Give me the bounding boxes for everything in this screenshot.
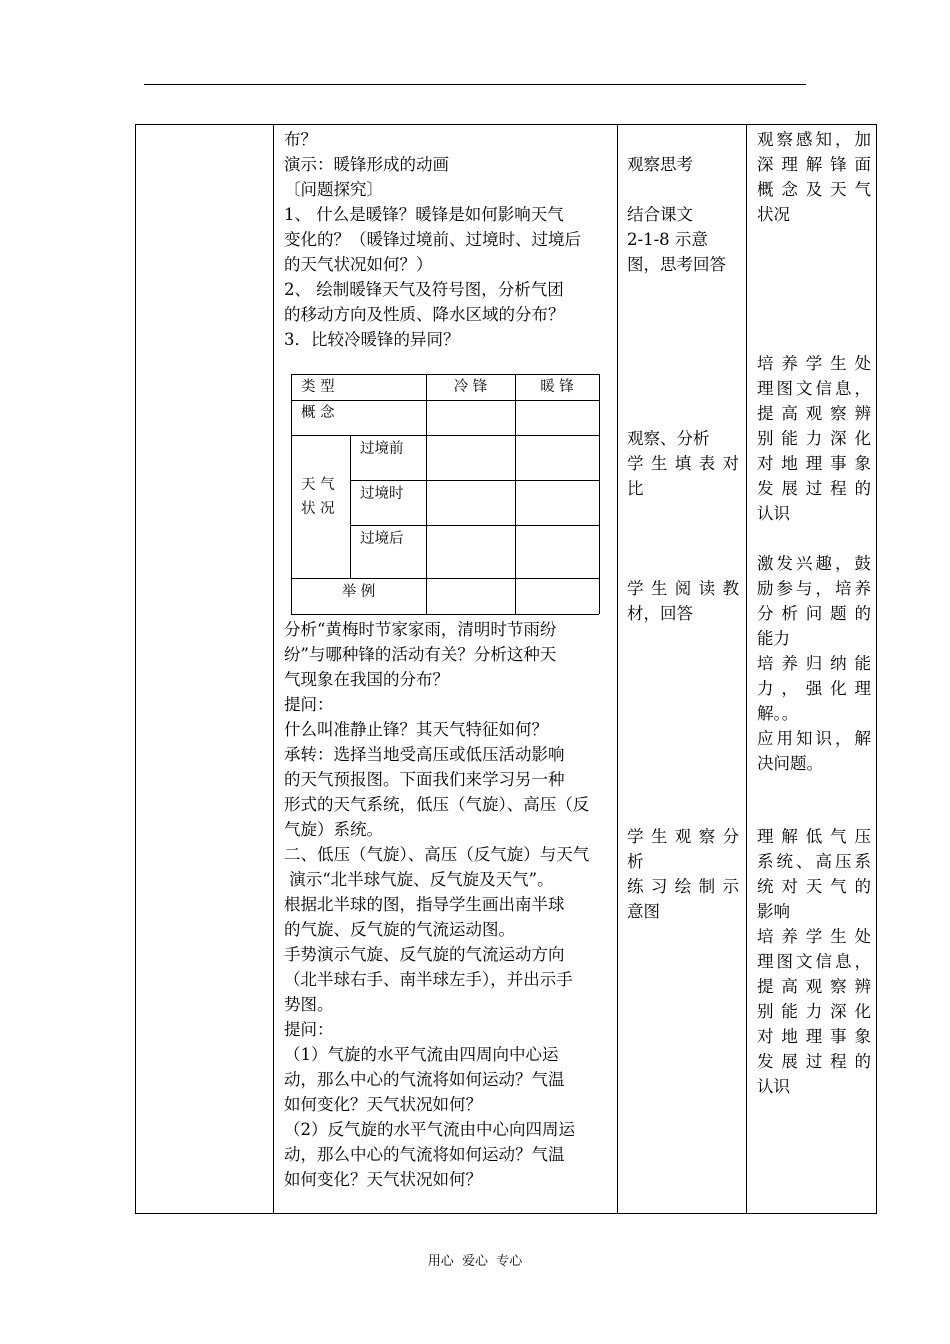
text-line: 〔问题探究〕 [284, 180, 383, 199]
header-type: 类 型 [301, 379, 335, 395]
text-line: 提问： [284, 695, 334, 714]
student-activity-5 [627, 824, 739, 924]
text-line: 观察感知，加 [757, 130, 871, 149]
text-line: 析 [627, 852, 644, 871]
teaching-content-top [284, 127, 616, 352]
text-line: 演示：暖锋形成的动画 [284, 155, 449, 174]
text-line: 系统、高压系 [757, 852, 871, 871]
text-line: 提高观察辨 [757, 404, 871, 423]
text-line: 二、低压（气旋）、高压（反气旋）与天气 [284, 845, 590, 864]
text-line: 认识 [757, 504, 790, 523]
text-line: 学生填表对 [627, 454, 739, 473]
text-line: 2-1-8 示意 [627, 230, 708, 249]
row-during: 过境时 [360, 486, 404, 502]
text-line: （1）气旋的水平气流由四周向中心运 [284, 1045, 559, 1064]
text-line: 培养归纳能 [757, 654, 871, 673]
text-line: 激发兴趣，鼓 [757, 554, 871, 573]
text-line: 2、 绘制暖锋天气及符号图，分析气团 [284, 280, 564, 299]
text-line: 如何变化？天气状况如何？ [284, 1170, 482, 1189]
text-line: 观察思考 [627, 155, 693, 174]
text-line: 气旋）系统。 [284, 820, 383, 839]
row-weather-label: 状 况 [301, 501, 335, 517]
column-divider [273, 125, 274, 1213]
text-line: 提高观察辨 [757, 977, 871, 996]
text-line: 布？ [284, 130, 317, 149]
text-line: 理图文信息， [757, 952, 871, 971]
lesson-plan-table [135, 124, 877, 1214]
text-line: 手势演示气旋、反气旋的气流运动方向 [284, 945, 565, 964]
text-line: 气现象在我国的分布？ [284, 670, 449, 689]
text-line: 纷”与哪种锋的活动有关？分析这种天 [284, 645, 557, 664]
row-example: 举 例 [341, 584, 376, 600]
text-line: 结合课文 [627, 205, 693, 224]
text-line: 理图文信息， [757, 379, 871, 398]
header-cold-front: 冷 锋 [453, 379, 488, 395]
text-line: 深理解锋面 [757, 155, 871, 174]
design-intent-3 [757, 551, 871, 776]
text-line: 提问： [284, 1020, 334, 1039]
text-line: 意图 [627, 902, 660, 921]
text-line: 发展过程的 [757, 479, 871, 498]
column-divider [617, 125, 618, 1213]
text-line: 统对天气的 [757, 877, 871, 896]
text-line: 的天气状况如何？） [284, 255, 433, 274]
design-intent-1 [757, 127, 871, 227]
text-line: 变化的？（暖锋过境前、过境时、过境后 [284, 230, 581, 249]
text-line: 决问题。 [757, 754, 823, 773]
design-intent-2 [757, 351, 871, 526]
text-line: 材，回答 [627, 604, 693, 623]
header-warm-front: 暖 锋 [540, 379, 574, 395]
student-activity-2 [627, 202, 739, 277]
student-activity-3 [627, 426, 739, 501]
text-line: 练习绘制示 [627, 877, 739, 896]
text-line: 培养学生处 [757, 354, 871, 373]
text-line: 动，那么中心的气流将如何运动？气温 [284, 1145, 565, 1164]
text-line: 对地理事象 [757, 1027, 871, 1046]
text-line: 什么叫准静止锋？其天气特征如何？ [284, 720, 548, 739]
text-line: （2）反气旋的水平气流由中心向四周运 [284, 1120, 575, 1139]
text-line: 的气旋、反气旋的气流运动图。 [284, 920, 515, 939]
text-line: 影响 [757, 902, 790, 921]
text-line: 的移动方向及性质、降水区域的分布？ [284, 305, 565, 324]
text-line: 培养学生处 [757, 927, 871, 946]
text-line: 励参与，培养 [757, 579, 871, 598]
text-line: 图，思考回答 [627, 255, 726, 274]
text-line: 如何变化？天气状况如何？ [284, 1095, 482, 1114]
page-footer: 用心 爱心 专心 [427, 1254, 523, 1269]
text-line: 学生观察分 [627, 827, 739, 846]
column-divider [746, 125, 747, 1213]
row-after: 过境后 [360, 531, 404, 547]
text-line: 学生阅读教 [627, 579, 739, 598]
text-line: 应用知识，解 [757, 729, 871, 748]
text-line: 分析“黄梅时节家家雨，清明时节雨纷 [284, 620, 557, 639]
front-comparison-table [291, 374, 599, 614]
text-line: 分析问题的 [757, 604, 871, 623]
text-line: 对地理事象 [757, 454, 871, 473]
text-line: 力，强化理 [757, 679, 871, 698]
teaching-content-bottom [284, 617, 616, 1192]
text-line: 认识 [757, 1077, 790, 1096]
row-before: 过境前 [360, 441, 404, 457]
design-intent-4 [757, 824, 871, 1099]
text-line: 根据北半球的图，指导学生画出南半球 [284, 895, 565, 914]
row-weather-label: 天 气 [301, 477, 335, 493]
text-line: 势图。 [284, 995, 334, 1014]
text-line: 发展过程的 [757, 1052, 871, 1071]
text-line: 的天气预报图。下面我们来学习另一种 [284, 770, 565, 789]
text-line: 能力 [757, 629, 790, 648]
text-line: 观察、分析 [627, 429, 710, 448]
text-line: 概念及天气 [757, 180, 871, 199]
text-line: （北半球右手、南半球左手），并出示手 [284, 970, 573, 989]
text-line: 1、 什么是暖锋？暖锋是如何影响天气 [284, 205, 564, 224]
text-line: 承转：选择当地受高压或低压活动影响 [284, 745, 565, 764]
row-concept: 概 念 [301, 405, 335, 421]
text-line: 演示“北半球气旋、反气旋及天气”。 [284, 870, 554, 889]
text-line: 别能力深化 [757, 1002, 871, 1021]
text-line: 别能力深化 [757, 429, 871, 448]
text-line: 动，那么中心的气流将如何运动？气温 [284, 1070, 565, 1089]
student-activity-1 [627, 152, 739, 177]
text-line: 3．比较冷暖锋的异同？ [284, 330, 460, 349]
text-line: 解。。 [757, 704, 799, 723]
text-line: 状况 [757, 205, 790, 224]
header-rule [144, 84, 806, 85]
text-line: 比 [627, 479, 644, 498]
text-line: 理解低气压 [757, 827, 871, 846]
text-line: 形式的天气系统，低压（气旋）、高压（反 [284, 795, 590, 814]
student-activity-4 [627, 576, 739, 626]
